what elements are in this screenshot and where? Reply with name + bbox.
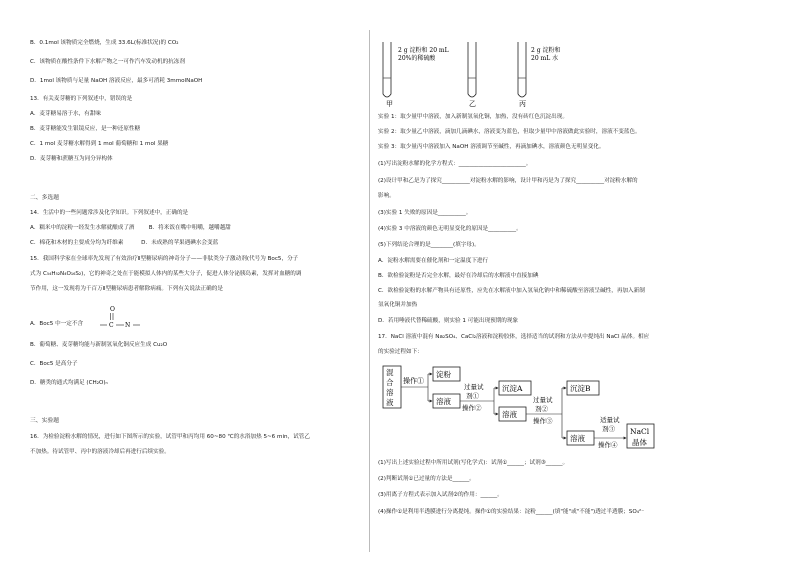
q14-options-cd: C．棉花和木材的主要成分均为纤维素 D．未成熟的苹果遇碘水会变蓝: [30, 240, 219, 246]
q17-stem-line1: 17．NaCl 溶液中混有 Na₂SO₄、CaCl₂溶液和淀粉胶体，选择适当的试剂和方法从中提纯出 NaCl 晶体。相应: [378, 334, 650, 340]
tube-jia: [383, 42, 393, 108]
mix-char-4: 液: [386, 398, 394, 407]
tube-jia-outline: [383, 42, 391, 97]
mix-char-3: 溶: [386, 388, 394, 397]
q17-sub3: (3)用离子方程式表示加入试剂②的作用：______。: [378, 492, 503, 498]
q12-option-d: D．1mol 该物质与足量 NaOH 溶液反应，最多可消耗 3mmolNaOH: [30, 78, 203, 84]
q15-option-d: D．糖类的通式均满足 (CH₂O)ₙ: [30, 380, 108, 386]
label-op3: 操作③: [533, 417, 553, 425]
tube-yi-outline: [468, 42, 476, 97]
q13-option-b: B．麦芽糖能发生银镜反应，是一种还原性糖: [30, 126, 141, 132]
amide-nitrogen: N: [125, 322, 131, 329]
q16-sub2-line1: (2)设计甲和乙是为了探究__________对淀粉水解的影响，设计甲和丙是为了探究__________对淀粉水解的: [378, 178, 638, 184]
q16-sub3: (3)实验 1 失败的原因是__________。: [378, 210, 472, 216]
label-precipitate-a: 沉淀A: [502, 384, 523, 393]
q16-sub5: (5)下列结论合理的是________(填字母)。: [378, 242, 480, 248]
amide-oxygen: O: [110, 306, 115, 313]
q16-sub5-option-d: D．若用唾液代替稀硫酸，则实验 1 可能出现预期的现象: [378, 318, 519, 324]
q12-option-c: C．该物质在酸性条件下水解产物之一可作汽车发动机的抗冻剂: [30, 59, 185, 65]
purification-flowchart: [382, 360, 682, 452]
amide-carbon: C: [109, 322, 114, 329]
label-precipitate-b: 沉淀B: [570, 384, 591, 393]
label-nacl-line1: NaCl: [630, 427, 650, 436]
q14-stem: 14．生活中的一些问题常涉及化学知识。下列叙述中，正确的是: [30, 210, 189, 216]
q13-option-c: C．1 mol 麦芽糖水解得到 1 mol 葡萄糖和 1 mol 果糖: [30, 141, 169, 147]
q17-sub2: (2)判断试剂①已过量的方法是______。: [378, 476, 475, 482]
tube-jia-content-line1: 2 g 淀粉和 20 mL: [398, 47, 449, 54]
experiment-1: 实验 1：取少量甲中溶液，加入新制氢氧化铜，加热，没有砖红色沉淀出现。: [378, 114, 568, 120]
label-solution-3: 溶液: [570, 434, 585, 443]
q16-sub5-option-c-line2: 氢氧化铜并加热: [378, 302, 418, 308]
label-reagent2-line2: 剂②: [535, 405, 548, 413]
tube-bing-label: 丙: [519, 100, 526, 108]
q15-option-b: B．葡萄糖、麦芽糖均能与新制氢氧化铜反应生成 Cu₂O: [30, 342, 168, 348]
section-title-experiment: 三、实验题: [30, 418, 59, 424]
label-solution-2: 溶液: [502, 410, 517, 419]
tube-yi: [468, 42, 476, 108]
q16-sub1: (1)写出淀粉水解的化学方程式：________________________。: [378, 161, 532, 167]
tube-bing-outline: [518, 42, 526, 97]
q15-stem-line1: 15．我国科学家在全球率先发现了有效治疗Ⅱ型糖尿病的神奇分子——非肽类分子激动剂(代号为 Boc5，分子: [30, 256, 299, 262]
column-divider: [369, 30, 370, 552]
q15-stem-line3: 节作用，这一发现将为千百万Ⅱ型糖尿病患者解除病痛。下列有关说法正确的是: [30, 286, 223, 292]
tube-yi-label: 乙: [469, 100, 476, 108]
q17-sub4: (4)操作①是利用半透膜进行分离提纯。操作①的实验结果：淀粉______(填"能"或"不能")透过半透膜；SO₄²⁻: [378, 509, 645, 515]
label-reagent1-line2: 剂①: [466, 392, 479, 400]
label-solution-1: 溶液: [436, 397, 451, 406]
q17-stem-line2: 的实验过程如下：: [378, 349, 423, 355]
tube-bing-content-line1: 2 g 淀粉和: [531, 47, 561, 54]
label-starch: 淀粉: [436, 370, 451, 379]
q16-sub2-line2: 影响。: [378, 193, 395, 199]
q13-stem: 13．有关麦芽糖的下列叙述中，错误的是: [30, 96, 133, 102]
label-op2: 操作②: [462, 404, 482, 412]
test-tubes-figure: [378, 38, 578, 108]
q16-sub5-option-b: B．欲检验淀粉是否完全水解，最好在冷却后的水解液中直接加碘: [378, 273, 539, 279]
q16-sub5-option-a: A．淀粉水解需要在催化剂和一定温度下进行: [378, 258, 489, 264]
label-reagent3-line2: 剂③: [602, 425, 615, 433]
tube-bing: [518, 42, 526, 108]
label-reagent1-line1: 过量试: [464, 383, 484, 391]
q17-sub1: (1)写出上述实验过程中所用试剂(写化学式)：试剂①______；试剂③______。: [378, 460, 569, 466]
experiment-2: 实验 2：取少量乙中溶液，滴加几滴碘水，溶液变为蓝色，但取少量甲中溶液做此实验时，溶液不变蓝色。: [378, 129, 641, 135]
q16-sub5-option-c-line1: C．欲检验淀粉的水解产物具有还原性，应先在水解液中加入氢氧化钠中和稀硫酸至溶液呈碱性，再加入新制: [378, 288, 645, 294]
experiment-3: 实验 3：取少量丙中溶液加入 NaOH 溶液调节至碱性，再滴加碘水，溶液颜色无明显变化。: [378, 144, 605, 150]
label-reagent3-line1: 适量试: [600, 416, 620, 424]
q16-sub4: (4)实验 3 中溶液的颜色无明显变化的原因是__________。: [378, 226, 522, 232]
q15-option-a: A．Boc5 中一定不含: [30, 321, 84, 327]
mix-char-2: 合: [386, 378, 394, 387]
q16-stem-line2: 不加热。待试管甲、丙中的溶液冷却后再进行后续实验。: [30, 449, 170, 455]
tube-jia-label: 甲: [386, 100, 393, 108]
tube-jia-content-line2: 20%的稀硫酸: [398, 55, 436, 62]
label-op4: 操作④: [598, 441, 618, 449]
amide-structure: [100, 304, 160, 334]
section-title-multi-choice: 二、多选题: [30, 195, 59, 201]
q13-option-a: A．麦芽糖易溶于水，有甜味: [30, 111, 101, 117]
tube-bing-content-line2: 20 mL 水: [531, 55, 559, 62]
label-nacl-line2: 晶体: [632, 438, 647, 447]
q14-options-ab: A．糯米中的淀粉一经发生水解就酿成了酒 B．将米饭在嘴中咀嚼，越嚼越甜: [30, 225, 231, 231]
q12-option-b: B．0.1mol 该物质完全燃烧，生成 33.6L(标准状况)的 CO₂: [30, 40, 179, 46]
q13-option-d: D．麦芽糖和蔗糖互为同分异构体: [30, 156, 113, 162]
mix-char-1: 混: [386, 368, 394, 377]
label-reagent2-line1: 过量试: [533, 396, 553, 404]
q15-option-c: C．Boc5 是高分子: [30, 361, 78, 367]
q15-stem-line2: 式为 C₅₄H₅₂N₄O₁₆S₂)，它的神奇之处在于能模拟人体内的某些大分子，促进人体分泌胰岛素，发挥对血糖的调: [30, 271, 302, 277]
q16-stem-line1: 16．为检验淀粉水解的情况，进行如下图所示的实验，试管甲和丙均用 60~80 ℃的水浴加热 5~6 min，试管乙: [30, 434, 310, 440]
label-op1: 操作①: [403, 377, 424, 385]
